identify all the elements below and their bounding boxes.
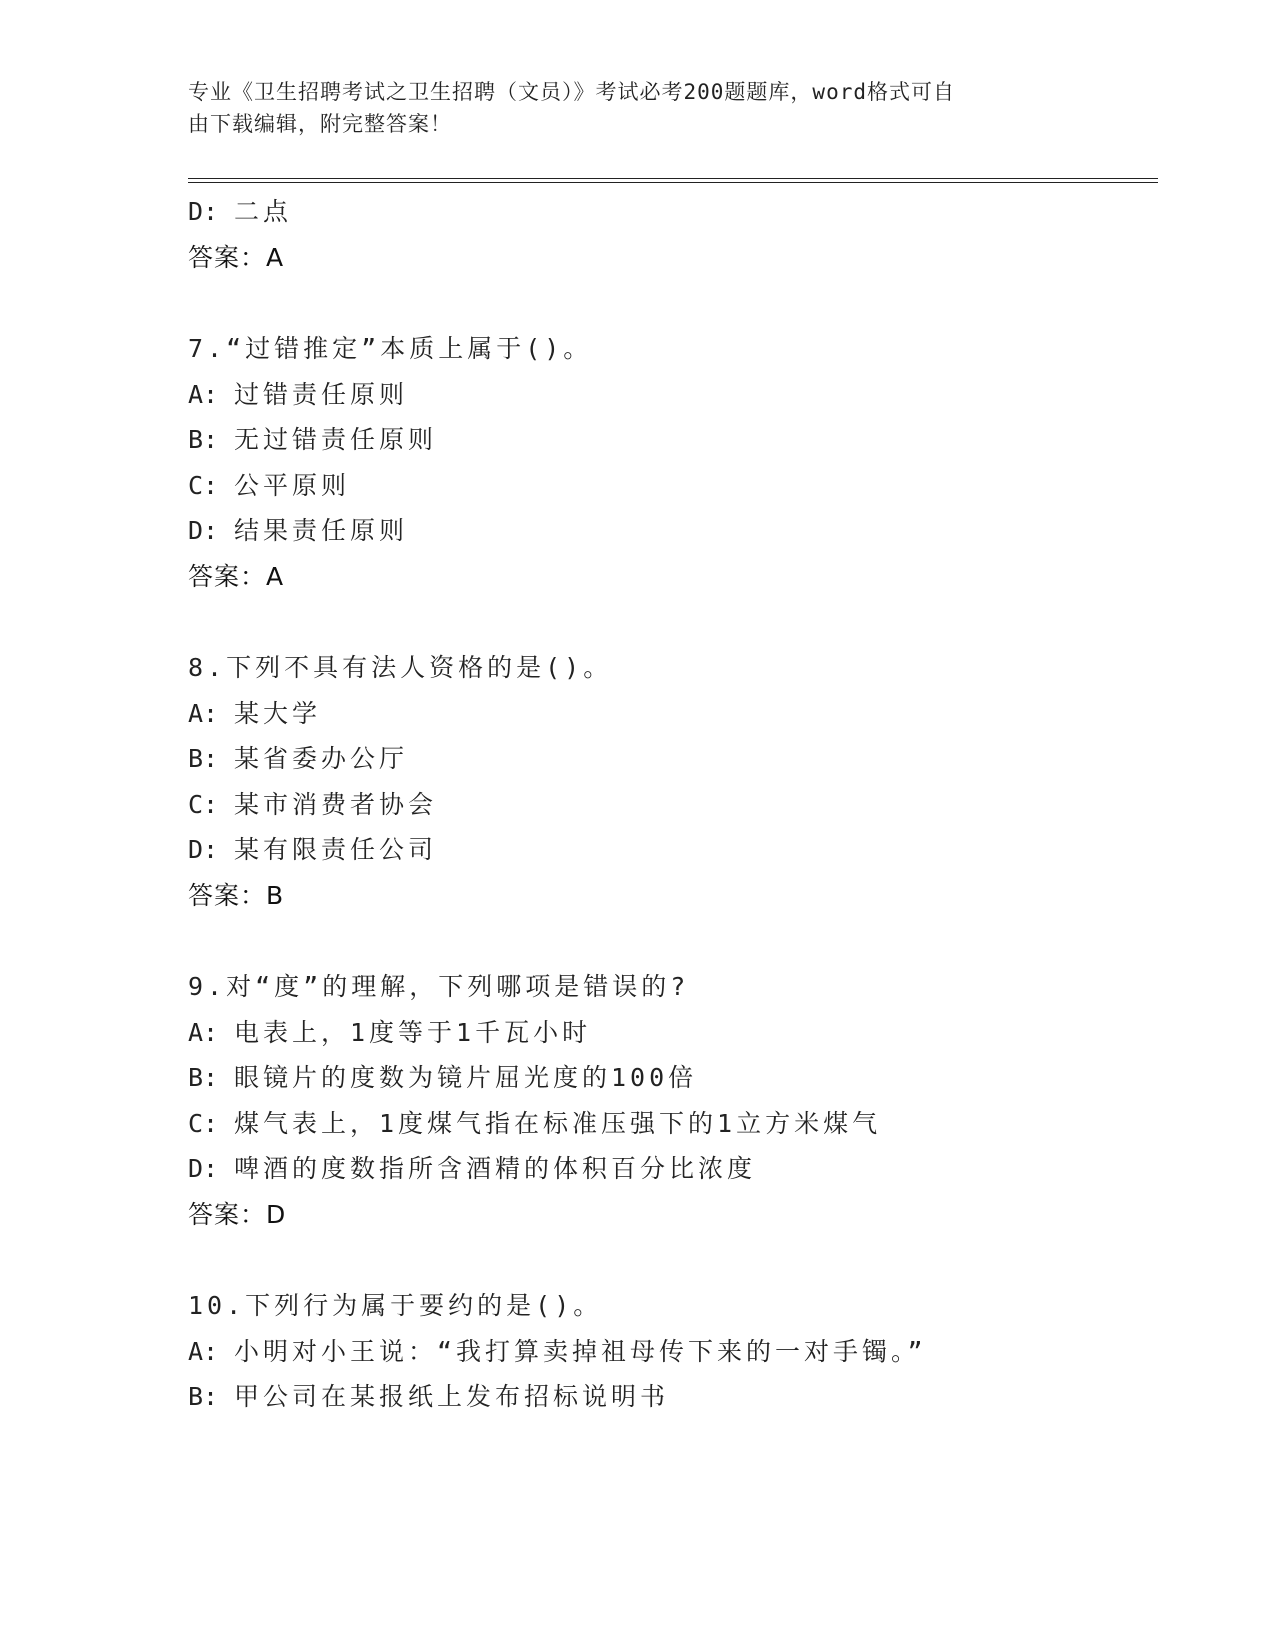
option-text: 公平原则 xyxy=(234,470,351,500)
option-a xyxy=(188,1010,1168,1056)
question-block-10 xyxy=(188,1283,1168,1420)
header-divider xyxy=(188,178,1158,183)
spacer xyxy=(188,280,1168,326)
option-letter: A: xyxy=(188,379,219,409)
option-text: 煤气表上，1度煤气指在标准压强下的1立方米煤气 xyxy=(234,1108,882,1138)
option-letter: C: xyxy=(188,1108,219,1138)
option-a xyxy=(188,372,1168,418)
option-c xyxy=(188,463,1168,509)
option-letter: D: xyxy=(188,197,219,226)
option-text: 结果责任原则 xyxy=(234,516,409,545)
question-block-7 xyxy=(188,326,1168,599)
option-letter: A: xyxy=(188,698,219,728)
option-text: 某有限责任公司 xyxy=(234,835,438,864)
option-letter: B: xyxy=(188,1382,219,1411)
question-stem: 10.下列行为属于要约的是()。 xyxy=(188,1291,603,1320)
option-text: 过错责任原则 xyxy=(234,379,409,409)
option-d xyxy=(188,827,1168,873)
question-stem: 8.下列不具有法人资格的是()。 xyxy=(188,653,613,682)
option-letter: D: xyxy=(188,1154,219,1183)
option-letter: C: xyxy=(188,470,219,500)
option-b xyxy=(188,417,1168,463)
question-block-9 xyxy=(188,964,1168,1237)
option-a xyxy=(188,1329,1168,1375)
answer-line: 答案：A xyxy=(188,561,285,591)
question-block-8 xyxy=(188,645,1168,918)
option-b xyxy=(188,1055,1168,1101)
option-text: 小明对小王说：“我打算卖掉祖母传下来的一对手镯。” xyxy=(234,1336,927,1366)
option-letter: B: xyxy=(188,425,219,454)
option-text: 某市消费者协会 xyxy=(234,789,438,819)
option-text: 啤酒的度数指所含酒精的体积百分比浓度 xyxy=(234,1154,757,1183)
header-line-2: 由下载编辑，附完整答案！ xyxy=(188,112,452,136)
option-text: 二点 xyxy=(234,197,293,226)
option-letter: B: xyxy=(188,1063,219,1092)
option-d xyxy=(188,189,1168,235)
option-letter: D: xyxy=(188,835,219,864)
option-letter: D: xyxy=(188,516,219,545)
question-stem: 7.“过错推定”本质上属于()。 xyxy=(188,334,593,363)
option-c xyxy=(188,1101,1168,1147)
answer-line: 答案：B xyxy=(188,880,285,910)
question-stem: 9.对“度”的理解，下列哪项是错误的? xyxy=(188,972,690,1001)
option-d xyxy=(188,508,1168,554)
answer-line: 答案：D xyxy=(188,1199,287,1229)
option-letter: C: xyxy=(188,789,219,819)
option-text: 某省委办公厅 xyxy=(234,744,409,773)
spacer xyxy=(188,599,1168,645)
option-c xyxy=(188,782,1168,828)
question-content xyxy=(188,189,1168,1420)
option-text: 电表上，1度等于1千瓦小时 xyxy=(234,1017,592,1047)
spacer xyxy=(188,918,1168,964)
option-letter: A: xyxy=(188,1336,219,1366)
spacer xyxy=(188,1237,1168,1283)
option-letter: A: xyxy=(188,1017,219,1047)
option-text: 无过错责任原则 xyxy=(234,425,438,454)
page-header xyxy=(188,76,1088,140)
answer-line: 答案：A xyxy=(188,242,285,272)
option-b xyxy=(188,736,1168,782)
option-a xyxy=(188,691,1168,737)
header-line-1: 专业《卫生招聘考试之卫生招聘（文员）》考试必考200题题库，word格式可自 xyxy=(188,80,955,104)
option-text: 甲公司在某报纸上发布招标说明书 xyxy=(234,1382,670,1411)
option-text: 眼镜片的度数为镜片屈光度的100倍 xyxy=(234,1063,698,1092)
option-text: 某大学 xyxy=(234,698,322,728)
option-letter: B: xyxy=(188,744,219,773)
option-d xyxy=(188,1146,1168,1192)
option-b xyxy=(188,1374,1168,1420)
